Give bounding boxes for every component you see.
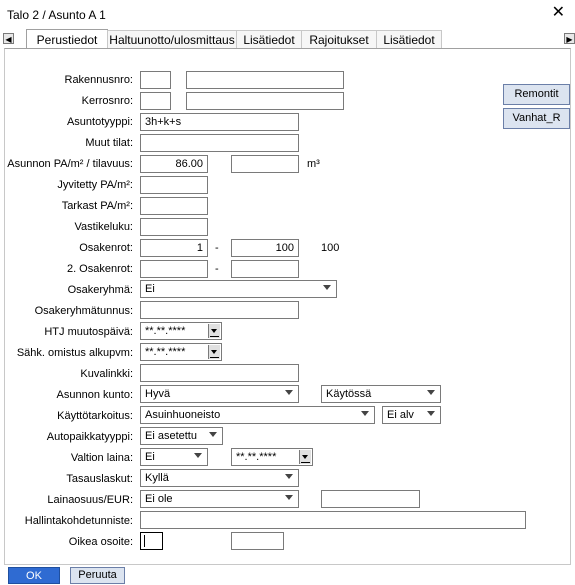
sahk-omistus-date[interactable]: [140, 343, 222, 361]
chevron-down-icon: [427, 390, 435, 395]
text-cursor: [144, 535, 145, 547]
tasauslaskut-value: Kyllä: [145, 472, 169, 484]
tab-strip: [0, 30, 575, 48]
vastikeluku-label: Vastikeluku:: [74, 221, 133, 233]
oikea-osoite-extra-input[interactable]: [231, 532, 284, 550]
rakennusnro-input[interactable]: [140, 71, 171, 89]
chevron-down-icon: [361, 411, 369, 416]
valtion-laina-date[interactable]: [231, 448, 313, 466]
title-bar: [0, 0, 575, 28]
valtion-laina-date-value: **.**.****: [236, 451, 277, 463]
kerrosnro-extra-input[interactable]: [186, 92, 344, 110]
autopaikkatyyppi-label: Autopaikkatyyppi:: [46, 431, 133, 443]
chevron-down-icon: [285, 390, 293, 395]
chevron-down-icon: [209, 432, 217, 437]
osakeryhmatunnus-input[interactable]: [140, 301, 299, 319]
hallintakohdetunniste-input[interactable]: [140, 511, 526, 529]
muut-tilat-input[interactable]: [140, 134, 299, 152]
vanhat-r-button[interactable]: Vanhat_R: [503, 108, 570, 129]
tab-lisatiedot-1[interactable]: Lisätiedot: [236, 30, 302, 48]
autopaikkatyyppi-value: Ei asetettu: [145, 430, 197, 442]
osakeryhmatunnus-label: Osakeryhmätunnus:: [34, 305, 133, 317]
hallintakohdetunniste-label: Hallintakohdetunniste:: [24, 515, 133, 527]
kayttotarkoitus-select[interactable]: [140, 406, 375, 424]
asuntotyyppi-label: Asuntotyyppi:: [66, 116, 133, 128]
jyvitetty-input[interactable]: [140, 176, 208, 194]
osakenrot-from-input[interactable]: 1: [140, 239, 208, 257]
cancel-button[interactable]: Peruuta: [70, 567, 125, 584]
kerrosnro-input[interactable]: [140, 92, 171, 110]
osakeryhma-select[interactable]: [140, 280, 337, 298]
vastikeluku-input[interactable]: [140, 218, 208, 236]
kaytossa-value: Käytössä: [326, 388, 372, 400]
alv-select[interactable]: [382, 406, 441, 424]
calendar-dropdown-icon[interactable]: [208, 345, 220, 359]
kerrosnro-label: Kerrosnro:: [81, 95, 133, 107]
tilavuus-input[interactable]: [231, 155, 299, 173]
chevron-down-icon: [427, 411, 435, 416]
osakenrot2-to-input[interactable]: [231, 260, 299, 278]
chevron-down-icon: [285, 495, 293, 500]
muut-tilat-label: Muut tilat:: [85, 137, 133, 149]
alv-value: Ei alv: [387, 409, 414, 421]
chevron-down-icon: [194, 453, 202, 458]
osakenrot-to-input[interactable]: 100: [231, 239, 299, 257]
window-title: Talo 2 / Asunto A 1: [7, 8, 106, 22]
kaytossa-select[interactable]: [321, 385, 441, 403]
tab-scroll-right-icon[interactable]: ▶: [564, 33, 575, 44]
valtion-laina-select[interactable]: [140, 448, 208, 466]
valtion-laina-label: Valtion laina:: [70, 452, 133, 464]
lainaosuus-value: Ei ole: [145, 493, 173, 505]
tab-haltuunotto[interactable]: Haltuunotto/ulosmittaus: [107, 30, 237, 48]
kuvalinkki-label: Kuvalinkki:: [80, 368, 133, 380]
chevron-down-icon: [285, 474, 293, 479]
asunnon-kunto-select[interactable]: [140, 385, 299, 403]
htj-muutospaiva-label: HTJ muutospäivä:: [44, 326, 133, 338]
tasauslaskut-select[interactable]: [140, 469, 299, 487]
jyvitetty-label: Jyvitetty PA/m²:: [57, 179, 133, 191]
tarkast-input[interactable]: [140, 197, 208, 215]
tab-scroll-left-icon[interactable]: ◀: [3, 33, 14, 44]
close-icon[interactable]: ✕: [551, 4, 565, 21]
osakeryhma-label: Osakeryhmä:: [67, 284, 133, 296]
osakenrot2-dash: -: [215, 263, 219, 275]
kayttotarkoitus-value: Asuinhuoneisto: [145, 409, 221, 421]
autopaikkatyyppi-select[interactable]: [140, 427, 223, 445]
tasauslaskut-label: Tasauslaskut:: [66, 473, 133, 485]
pinta-ala-label: Asunnon PA/m² / tilavuus:: [7, 158, 133, 170]
tab-lisatiedot-2[interactable]: Lisätiedot: [376, 30, 442, 48]
ok-button[interactable]: OK: [8, 567, 60, 584]
kayttotarkoitus-label: Käyttötarkoitus:: [57, 410, 133, 422]
chevron-down-icon: [323, 285, 331, 290]
lainaosuus-select[interactable]: [140, 490, 299, 508]
rakennusnro-extra-input[interactable]: [186, 71, 344, 89]
sahk-omistus-value: **.**.****: [145, 346, 186, 358]
pinta-ala-input[interactable]: 86.00: [140, 155, 208, 173]
htj-muutospaiva-value: **.**.****: [145, 325, 186, 337]
asuntotyyppi-input[interactable]: 3h+k+s: [140, 113, 299, 131]
osakenrot2-label: 2. Osakenrot:: [66, 263, 133, 275]
kuvalinkki-input[interactable]: [140, 364, 299, 382]
oikea-osoite-label: Oikea osoite:: [68, 536, 133, 548]
osakenrot-dash: -: [215, 242, 219, 254]
rakennusnro-label: Rakennusnro:: [64, 74, 133, 86]
tilavuus-unit: m³: [307, 158, 320, 170]
lainaosuus-label: Lainaosuus/EUR:: [47, 494, 133, 506]
osakenrot-count: 100: [321, 242, 340, 254]
calendar-dropdown-icon[interactable]: [208, 324, 220, 338]
htj-muutospaiva-date[interactable]: [140, 322, 222, 340]
valtion-laina-value: Ei: [145, 451, 155, 463]
calendar-dropdown-icon[interactable]: [299, 450, 311, 464]
tab-rajoitukset[interactable]: Rajoitukset: [301, 30, 377, 48]
sahk-omistus-label: Sähk. omistus alkupvm:: [16, 347, 133, 359]
button-bar: [0, 565, 575, 585]
asunnon-kunto-value: Hyvä: [145, 388, 171, 400]
osakenrot2-from-input[interactable]: [140, 260, 208, 278]
oikea-osoite-input[interactable]: [140, 532, 163, 550]
tab-perustiedot[interactable]: Perustiedot: [26, 29, 108, 49]
lainaosuus-amount-input[interactable]: [321, 490, 420, 508]
osakeryhma-value: Ei: [145, 283, 155, 295]
tarkast-label: Tarkast PA/m²:: [61, 200, 133, 212]
asunnon-kunto-label: Asunnon kunto:: [56, 389, 133, 401]
remontit-button[interactable]: Remontit: [503, 84, 570, 105]
osakenrot-label: Osakenrot:: [79, 242, 133, 254]
